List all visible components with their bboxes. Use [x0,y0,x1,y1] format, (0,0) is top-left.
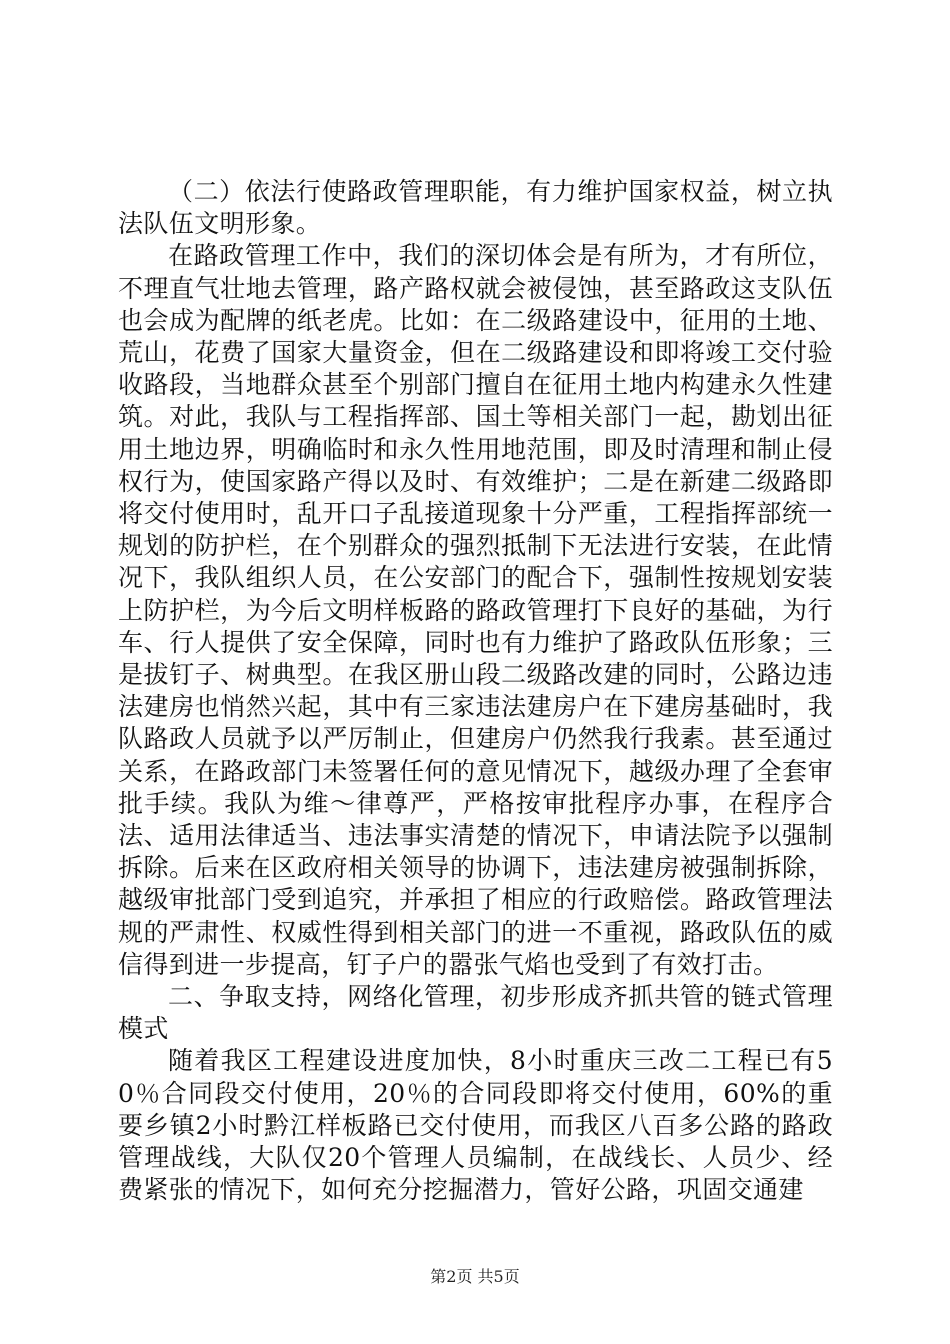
document-body [118,176,833,1207]
paragraph-network-management: 随着我区工程建设进度加快，8小时重庆三改二工程已有50％合同段交付使用，20％的合同段即将交付使用，60%的重要乡镇2小时黔江样板路已交付使用，而我区八百多公路的路政管理战线，大队仅20个管理人员编制，在战线长、人员少、经费紧张的情况下，如何充分挖掘潜力，管好公路，巩固交通建 [118,1046,833,1205]
paragraph-section-two-heading: 二、争取支持，网络化管理，初步形成齐抓共管的链式管理模式 [118,982,833,1044]
page-number-footer: 第2页 共5页 [430,1267,520,1286]
paragraph-section-heading-2: （二）依法行使路政管理职能，有力维护国家权益，树立执法队伍文明形象。 [118,177,833,239]
paragraph-road-administration: 在路政管理工作中，我们的深切体会是有所为，才有所位，不理直气壮地去管理，路产路权就会被侵蚀，甚至路政这支队伍也会成为配牌的纸老虎。比如：在二级路建设中，征用的土地、荒山，花费了国家大量资金，但在二级路建设和即将竣工交付验收路段，当地群众甚至个别部门擅自在征用土地内构建永久性建筑。对此，我队与工程指挥部、国土等相关部门一起，勘划出征用土地边界，明确临时和永久性用地范围，即及时清理和制止侵权行为，使国家路产得以及时、有效维护；二是在新建二级路即将交付使用时，乱开口子乱接道现象十分严重，工程指挥部统一规划的防护栏，在个别群众的强烈抵制下无法进行安装，在此情况下，我队组织人员，在公安部门的配合下，强制性按规划安装上防护栏，为今后文明样板路的路政管理打下良好的基础，为行车、行人提供了安全保障，同时也有力维护了路政队伍形象；三是拔钉子、树典型。在我区册山段二级路改建的同时，公路边违法建房也悄然兴起，其中有三家违法建房户在下建房基础时，我队路政人员就予以严厉制止，但建房户仍然我行我素。甚至通过关系，在路政部门未签署任何的意见情况下，越级办理了全套审批手续。我队为维～律尊严，严格按审批程序办事，在程序合法、适用法律适当、违法事实清楚的情况下，申请法院予以强制拆除。后来在区政府相关领导的协调下，违法建房被强制拆除，越级审批部门受到追究，并承担了相应的行政赔偿。路政管理法规的严肃性、权威性得到相关部门的进一不重视，路政队伍的威信得到进一步提高，钉子户的嚣张气焰也受到了有效打击。 [118,241,833,979]
